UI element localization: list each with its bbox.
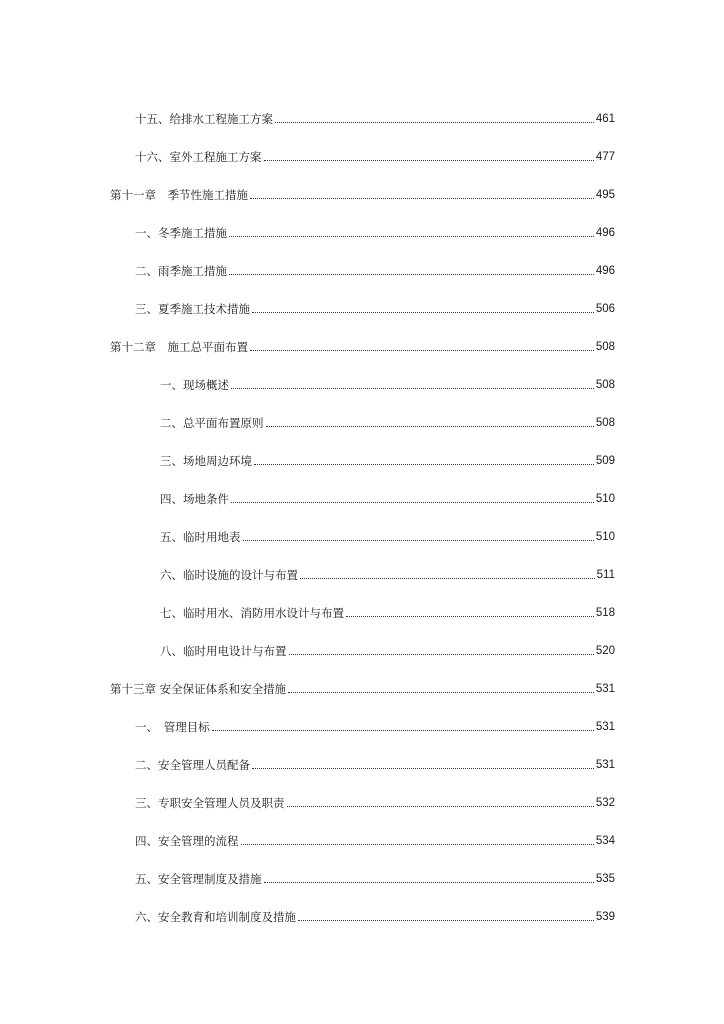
dot-leader xyxy=(264,882,594,883)
toc-entry-label: 一、现场概述 xyxy=(160,378,229,392)
toc-entry[interactable] xyxy=(135,828,615,848)
toc-entry[interactable] xyxy=(135,790,615,810)
toc-entry[interactable] xyxy=(160,448,615,468)
toc-entry-label: 十六、室外工程施工方案 xyxy=(135,150,262,164)
toc-entry-page: 510 xyxy=(595,493,615,505)
toc-entry[interactable] xyxy=(160,600,615,620)
toc-entry-page: 508 xyxy=(595,379,615,391)
dot-leader xyxy=(231,502,594,503)
dot-leader xyxy=(252,312,594,313)
toc-entry-label: 四、场地条件 xyxy=(160,492,229,506)
toc-entry-label: 十五、给排水工程施工方案 xyxy=(135,112,273,126)
toc-entry-page: 531 xyxy=(595,721,615,733)
toc-entry-label: 六、临时设施的设计与布置 xyxy=(160,568,298,582)
toc-entry-page: 506 xyxy=(595,303,615,315)
dot-leader xyxy=(288,692,594,693)
toc-chapter-entry[interactable] xyxy=(110,334,615,354)
toc-entry[interactable] xyxy=(135,904,615,924)
toc-entry-page: 531 xyxy=(595,683,615,695)
toc-entry-page: 532 xyxy=(595,797,615,809)
dot-leader xyxy=(231,388,594,389)
toc-entry-page: 531 xyxy=(595,759,615,771)
toc-entry-label: 六、安全教育和培训制度及措施 xyxy=(135,910,296,924)
toc-entry-label: 一、 管理目标 xyxy=(135,720,210,734)
toc-entry-label: 三、场地周边环境 xyxy=(160,454,252,468)
toc-entry[interactable] xyxy=(160,524,615,544)
toc-entry-label: 二、雨季施工措施 xyxy=(135,264,227,278)
toc-entry-label: 第十二章 施工总平面布置 xyxy=(110,340,248,354)
toc-entry-page: 511 xyxy=(596,569,615,581)
toc-chapter-entry[interactable] xyxy=(110,676,615,696)
toc-entry-label: 五、安全管理制度及措施 xyxy=(135,872,262,886)
toc-entry-label: 三、专职安全管理人员及职责 xyxy=(135,796,285,810)
dot-leader xyxy=(264,160,594,161)
toc-entry[interactable] xyxy=(135,106,615,126)
toc-entry[interactable] xyxy=(160,410,615,430)
toc-entry-label: 第十三章 安全保证体系和安全措施 xyxy=(110,682,287,696)
toc-entry-label: 四、安全管理的流程 xyxy=(135,834,239,848)
toc-entry-page: 535 xyxy=(595,873,615,885)
toc-entry-page: 539 xyxy=(595,911,615,923)
toc-entry-page: 510 xyxy=(595,531,615,543)
toc-entry-page: 534 xyxy=(595,835,615,847)
toc-entry[interactable] xyxy=(135,258,615,278)
toc-entry[interactable] xyxy=(135,714,615,734)
dot-leader xyxy=(212,730,594,731)
toc-entry-label: 第十一章 季节性施工措施 xyxy=(110,188,248,202)
toc-entry-label: 五、临时用地表 xyxy=(160,530,241,544)
toc-entry-label: 七、临时用水、消防用水设计与布置 xyxy=(160,606,344,620)
toc-entry-label: 一、冬季施工措施 xyxy=(135,226,227,240)
toc-entry-page: 508 xyxy=(595,417,615,429)
toc-entry-page: 520 xyxy=(595,645,615,657)
toc-entry[interactable] xyxy=(135,296,615,316)
toc-entry-page: 496 xyxy=(595,265,615,277)
toc-entry-page: 461 xyxy=(595,113,615,125)
toc-entry-page: 477 xyxy=(595,151,615,163)
dot-leader xyxy=(252,768,594,769)
toc-entry[interactable] xyxy=(160,372,615,392)
dot-leader xyxy=(250,198,594,199)
dot-leader xyxy=(229,274,594,275)
dot-leader xyxy=(243,540,594,541)
toc-entry[interactable] xyxy=(135,866,615,886)
dot-leader xyxy=(287,806,594,807)
toc-entry-page: 508 xyxy=(595,341,615,353)
toc-entry[interactable] xyxy=(135,144,615,164)
dot-leader xyxy=(298,920,594,921)
toc-entry[interactable] xyxy=(135,752,615,772)
dot-leader xyxy=(346,616,594,617)
toc-entry-label: 二、总平面布置原则 xyxy=(160,416,264,430)
toc-entry-label: 八、临时用电设计与布置 xyxy=(160,644,287,658)
toc-entry-label: 三、夏季施工技术措施 xyxy=(135,302,250,316)
dot-leader xyxy=(229,236,594,237)
dot-leader xyxy=(241,844,594,845)
toc-entry[interactable] xyxy=(160,486,615,506)
toc-entry-page: 518 xyxy=(595,607,615,619)
toc-entry[interactable] xyxy=(160,562,615,582)
toc-entry[interactable] xyxy=(135,220,615,240)
toc-entry[interactable] xyxy=(160,638,615,658)
dot-leader xyxy=(275,122,594,123)
toc-entry-page: 496 xyxy=(595,227,615,239)
toc-entry-page: 509 xyxy=(595,455,615,467)
dot-leader xyxy=(289,654,594,655)
dot-leader xyxy=(254,464,594,465)
dot-leader xyxy=(266,426,594,427)
dot-leader xyxy=(300,578,595,579)
toc-entry-label: 二、安全管理人员配备 xyxy=(135,758,250,772)
toc-entry-page: 495 xyxy=(595,189,615,201)
toc-chapter-entry[interactable] xyxy=(110,182,615,202)
dot-leader xyxy=(250,350,594,351)
